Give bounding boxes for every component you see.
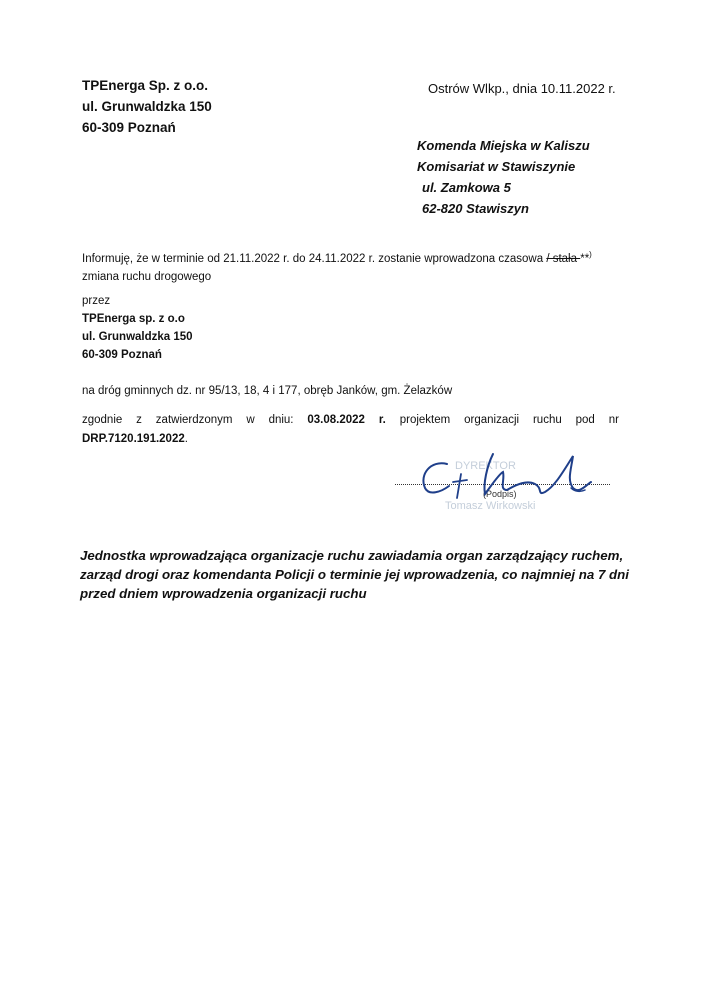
stamp-name: Tomasz Wirkowski (445, 500, 536, 512)
signature-label: (Podpis) (483, 489, 517, 499)
approval-paragraph (82, 411, 619, 449)
date-line: Ostrów Wlkp., dnia 10.11.2022 r. (428, 81, 616, 96)
roads-text: na dróg gminnych dz. nr 95/13, 18, 4 i 177, obręb Janków, gm. Żelazków (82, 385, 453, 397)
approval-word: pod (575, 414, 595, 426)
notice-line-3: przed dniem wprowadzenia organizacji ruchu (80, 586, 367, 601)
addressee-line-3: ul. Zamkowa 5 (422, 180, 511, 195)
project-number: DRP.7120.191.2022 (82, 433, 185, 445)
signature-area (395, 450, 620, 530)
notice-paragraph (80, 546, 640, 603)
approval-word: z (136, 414, 142, 426)
sender-block (82, 78, 212, 141)
via-label: przez (82, 295, 111, 307)
via-name: TPEnerga sp. z o.o (82, 313, 185, 325)
approval-word: zgodnie (82, 414, 123, 426)
approval-line-2 (82, 430, 619, 449)
addressee-block (417, 138, 590, 222)
sender-street: ul. Grunwaldzka 150 (82, 99, 212, 114)
addressee-line-4: 62-820 Stawiszyn (422, 201, 529, 216)
info-footnote-stars: ** (580, 252, 590, 265)
info-line-2: zmiana ruchu drogowego (82, 270, 212, 283)
approval-word: zatwierdzonym (155, 414, 233, 426)
addressee-line-2: Komisariat w Stawiszynie (417, 159, 576, 174)
via-street: ul. Grunwaldzka 150 (82, 331, 193, 343)
approval-word: dniu: (268, 414, 294, 426)
stamp-title: DYREKTOR (455, 460, 516, 472)
via-city: 60-309 Poznań (82, 349, 162, 361)
approval-line-1 (82, 411, 619, 430)
approval-word: w (246, 414, 255, 426)
approval-suffix: . (184, 433, 188, 445)
approval-word: ruchu (532, 414, 562, 426)
notice-line-2: zarząd drogi oraz komendanta Policji o terminie jej wprowadzenia, co najmniej na 7 dni (80, 567, 629, 582)
info-footnote-sup: ) (589, 250, 592, 259)
info-text: Informuję, że w terminie od 21.11.2022 r. do 24.11.2022 r. zostanie wprowadzona czasowa (82, 252, 547, 265)
info-paragraph (82, 246, 622, 286)
approval-word: projektem (399, 414, 451, 426)
notice-line-1: Jednostka wprowadzająca organizacje ruchu zawiadamia organ zarządzający ruchem, (80, 548, 624, 563)
sender-name: TPEnerga Sp. z o.o. (82, 78, 209, 93)
handwritten-signature (395, 450, 620, 530)
approval-word: organizacji (464, 414, 520, 426)
via-block (82, 292, 193, 364)
sender-city: 60-309 Poznań (82, 120, 176, 135)
approval-word: nr (608, 414, 619, 426)
approval-date: 03.08.2022 (307, 414, 365, 426)
info-struck-text: / stała (546, 252, 581, 265)
approval-word: r. (378, 414, 386, 426)
addressee-line-1: Komenda Miejska w Kaliszu (417, 138, 590, 153)
